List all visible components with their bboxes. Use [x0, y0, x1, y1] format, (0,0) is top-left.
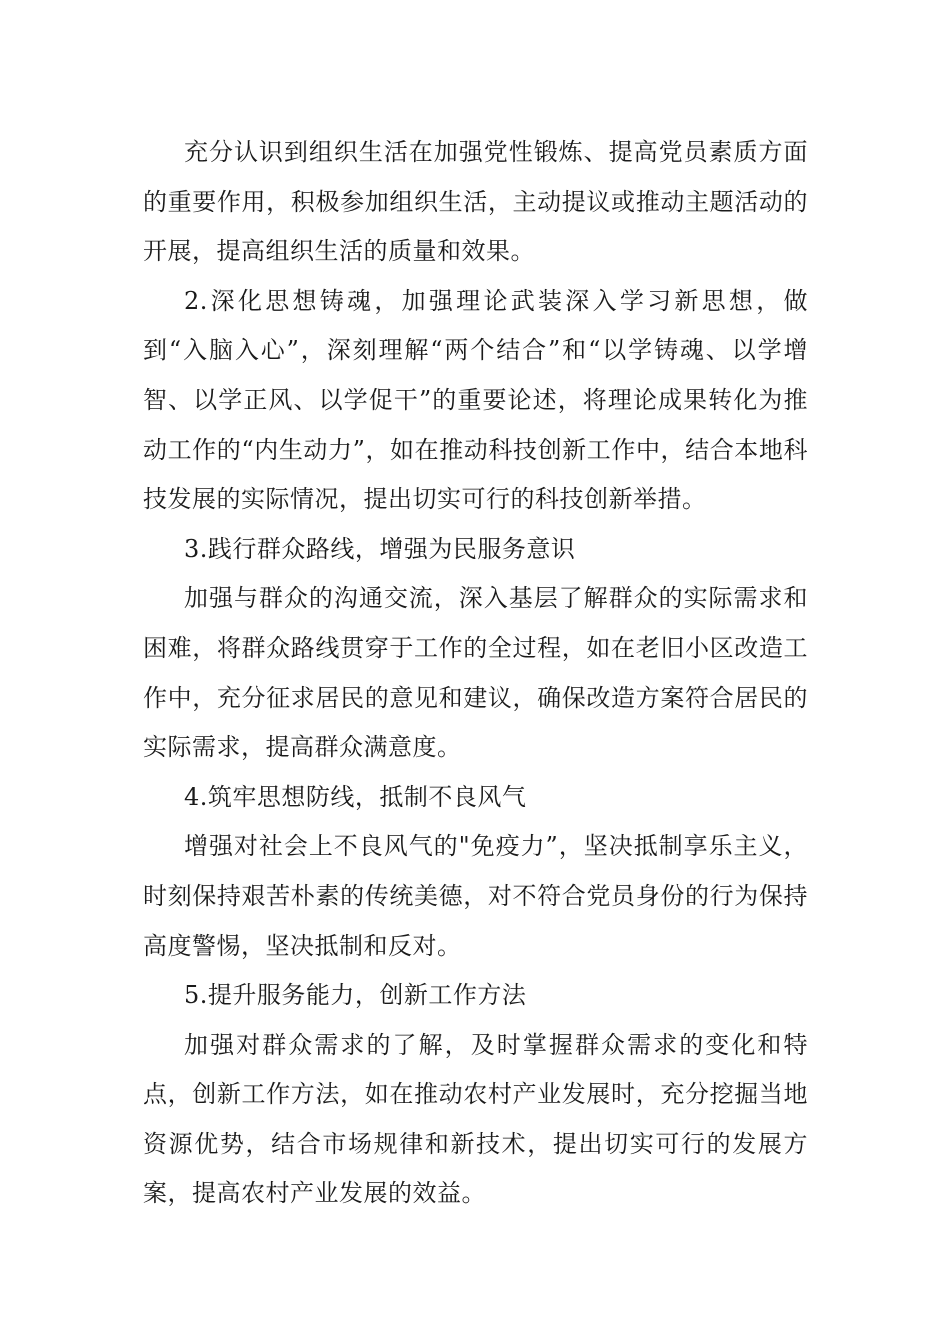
- paragraph-item-5: 加强对群众需求的了解，及时掌握群众需求的变化和特点，创新工作方法，如在推动农村产业发展时，充分挖掘当地资源优势，结合市场规律和新技术，提出切实可行的发展方案，提高农村产业发展的效益。: [143, 1030, 808, 1208]
- paragraph-item-3: 加强与群众的沟通交流，深入基层了解群众的实际需求和困难，将群众路线贯穿于工作的全过程，如在老旧小区改造工作中，充分征求居民的意见和建议，确保改造方案符合居民的实际需求，提高群众满意度。: [143, 584, 808, 762]
- paragraph-item-2: 2.深化思想铸魂，加强理论武装深入学习新思想，做到“入脑入心”，深刻理解“两个结合”和“以学铸魂、以学增智、以学正风、以学促干”的重要论述，将理论成果转化为推动工作的“内生动力”，如在推动科技创新工作中，结合本地科技发展的实际情况，提出切实可行的科技创新举措。: [143, 286, 808, 514]
- paragraph-intro: 充分认识到组织生活在加强党性锻炼、提高党员素质方面的重要作用，积极参加组织生活，主动提议或推动主题活动的开展，提高组织生活的质量和效果。: [143, 138, 808, 266]
- document-body: [143, 128, 808, 1219]
- heading-item-5: 5.提升服务能力，创新工作方法: [184, 981, 527, 1010]
- heading-item-3: 3.践行群众路线，增强为民服务意识: [184, 534, 576, 563]
- paragraph-item-4: 增强对社会上不良风气的"免疫力”，坚决抵制享乐主义，时刻保持艰苦朴素的传统美德，对不符合党员身份的行为保持高度警惕，坚决抵制和反对。: [143, 832, 808, 960]
- heading-item-4: 4.筑牢思想防线，抵制不良风气: [184, 782, 527, 811]
